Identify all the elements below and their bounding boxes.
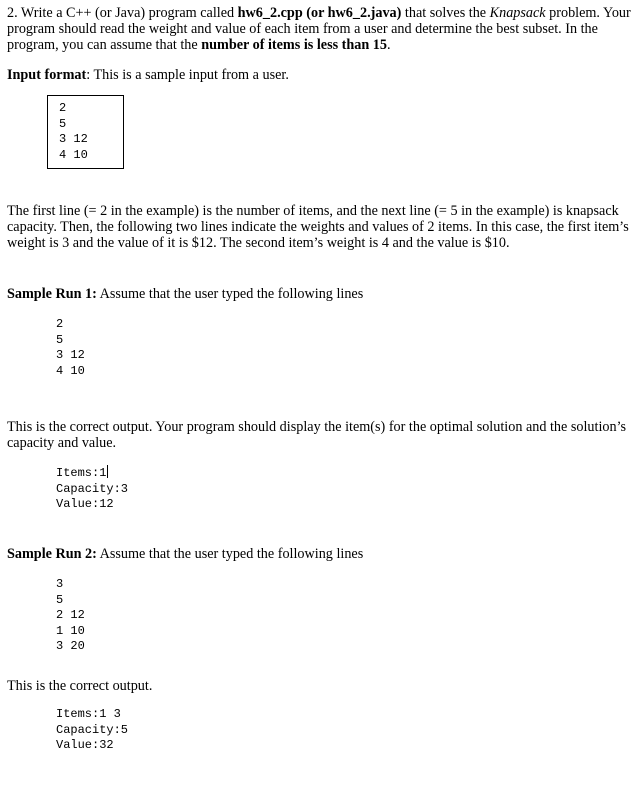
code-line: Capacity:5	[56, 722, 129, 737]
intro-middle: that solves the	[401, 5, 490, 21]
code-line: 5	[59, 116, 67, 131]
explanation-paragraph: The first line (= 2 in the example) is the number of items, and the next line (= 5 in the example) is knapsack capacity. Then, the following two lines indicate the weights and values of 2 items. In this case, the first item’s weight is 3 and the value of it is $12. The second item’s weight is 4 and the value is $10.	[7, 203, 629, 251]
code-line: Capacity:3	[56, 481, 129, 496]
code-line	[56, 465, 128, 482]
intro-paragraph	[7, 5, 635, 53]
output-items: Items:1	[56, 466, 107, 480]
filename: hw6_2.cpp (or hw6_2.java)	[237, 5, 402, 21]
sample-run-2-output-intro: This is the correct output.	[7, 678, 153, 694]
sample-run-2-text: Assume that the user typed the following lines	[96, 546, 364, 562]
sample-run-2-label: Sample Run 2:	[7, 546, 97, 562]
code-line: 3	[56, 577, 64, 591]
code-line: 4 10	[56, 363, 85, 378]
input-format-label: Input format	[7, 67, 87, 83]
sample-run-1-output-intro: This is the correct output. Your program should display the item(s) for the optimal solution and the solution’s capacity and value.	[7, 419, 627, 451]
code-line: 2	[59, 101, 67, 115]
sample-run-1-heading	[7, 286, 635, 302]
code-line: Value:12	[56, 497, 114, 512]
code-line: 2	[56, 317, 64, 331]
sample-run-1-label: Sample Run 1:	[7, 286, 97, 302]
input-format-line	[7, 67, 635, 83]
code-line: 3 12	[59, 132, 88, 147]
text-cursor	[107, 465, 108, 478]
sample-run-2-input	[56, 577, 85, 655]
intro-rest: problem. Your program should read the weight and value of each item from a user and determine the best subset. In the program, you can assume that the	[7, 5, 631, 53]
input-format-code	[59, 101, 88, 163]
input-format-text: : This is a sample input from a user.	[86, 67, 289, 83]
input-format-box	[47, 95, 124, 169]
code-line: 5	[56, 592, 64, 607]
code-line: 1 10	[56, 623, 85, 638]
sample-run-2-output	[56, 707, 128, 754]
sample-run-1-text: Assume that the user typed the following lines	[96, 286, 364, 302]
intro-end: .	[387, 37, 391, 53]
intro-prefix: 2. Write a C++ (or Java) program called	[7, 5, 238, 21]
code-line: 5	[56, 332, 64, 347]
problem-name: Knapsack	[489, 5, 546, 21]
code-line: 4 10	[59, 147, 88, 162]
sample-run-1-output	[56, 465, 128, 513]
code-line: Value:32	[56, 738, 114, 753]
constraint: number of items is less than 15	[201, 37, 387, 53]
sample-run-1-input	[56, 317, 85, 379]
sample-run-2-heading	[7, 546, 635, 562]
code-line: 3 20	[56, 639, 85, 654]
code-line: 3 12	[56, 348, 85, 363]
code-line: 2 12	[56, 608, 85, 623]
code-line: Items:1 3	[56, 707, 121, 721]
